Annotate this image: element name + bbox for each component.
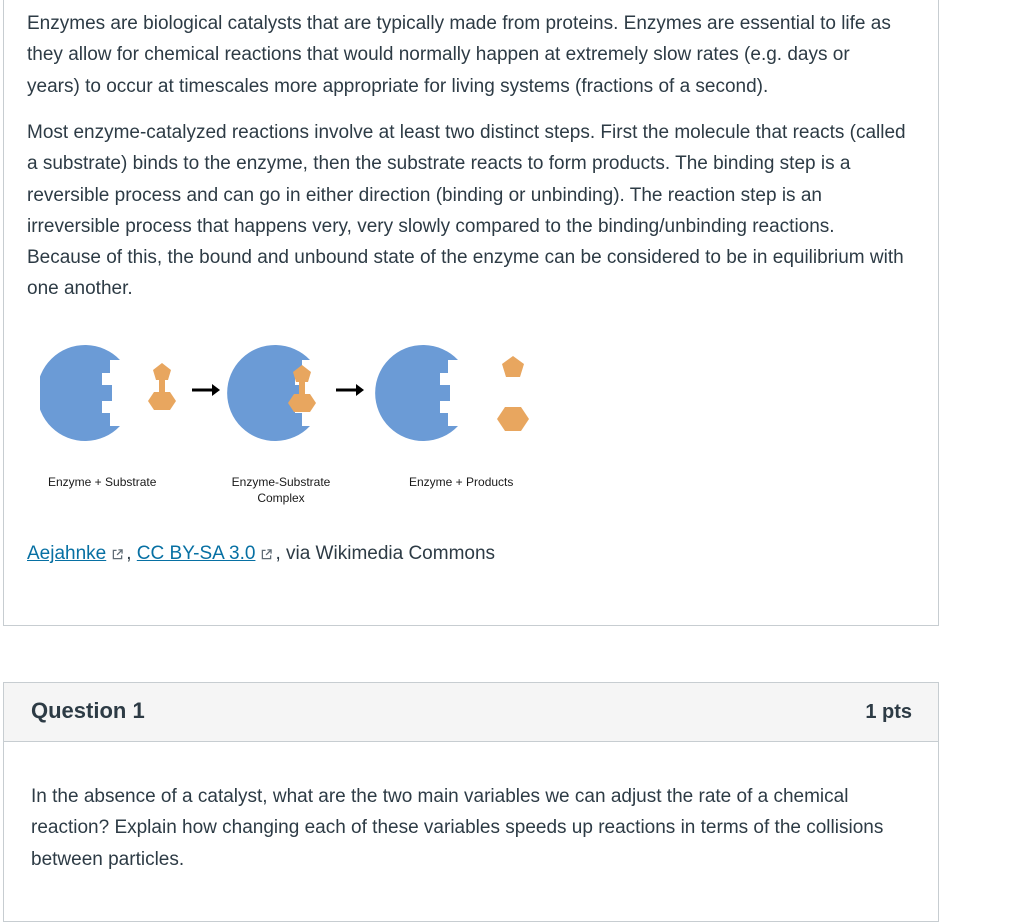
intro-paragraph: Enzymes are biological catalysts that are typically made from proteins. Enzymes are essential to life as they allow for chemical reactions that would normally happen at extremely slow rates (e.g. days or years) to occur at timescales more appropriate for living systems (fractions of a second). [27, 13, 891, 97]
attribution-source: , via Wikimedia Commons [275, 543, 496, 564]
enzyme-diagram [40, 335, 540, 515]
enzyme-shape [375, 345, 458, 441]
product-hexagon [497, 407, 529, 431]
question-text: In the absence of a catalyst, what are the two main variables we can adjust the rate of a chemical reaction? Explain how changing each of these variables speeds up reactions in terms of the collisions between particles. [31, 786, 884, 870]
enzyme-shape [227, 345, 310, 441]
product-pentagon [502, 356, 524, 377]
enzyme-shape [40, 345, 120, 441]
substrate-shape [148, 363, 176, 410]
label-enzyme-products: Enzyme + Products [409, 475, 514, 489]
author-link[interactable]: Aejahnke [27, 543, 107, 564]
label-enzyme-substrate-complex: Enzyme-Substrate Complex [231, 475, 331, 505]
mechanism-paragraph: Most enzyme-catalyzed reactions involve at least two distinct steps. First the molecule that reacts (called a substrate) binds to the enzyme, then the substrate reacts to form products. The binding step is a reversible process and can go in either direction (binding or unbinding). The reaction step is an irreversible process that happens very, very slowly compared to the binding/unbinding reactions. Because of this, the bound and unbound state of the enzyme can be considered to be in equilibrium with one another. [27, 122, 906, 300]
attribution-separator: , [126, 543, 132, 564]
reaction-arrow-2 [336, 384, 364, 396]
license-link[interactable]: CC BY-SA 3.0 [136, 543, 256, 564]
question-header [4, 683, 938, 742]
question-points: 1 pts [865, 701, 912, 723]
reaction-arrow-1 [192, 384, 220, 396]
label-enzyme-substrate: Enzyme + Substrate [48, 475, 157, 489]
question-title: Question 1 [31, 698, 145, 723]
image-attribution [27, 538, 495, 569]
question-card [3, 682, 939, 922]
enzyme-reaction-illustration [40, 335, 540, 465]
external-link-icon [261, 549, 272, 560]
external-link-icon [112, 549, 123, 560]
